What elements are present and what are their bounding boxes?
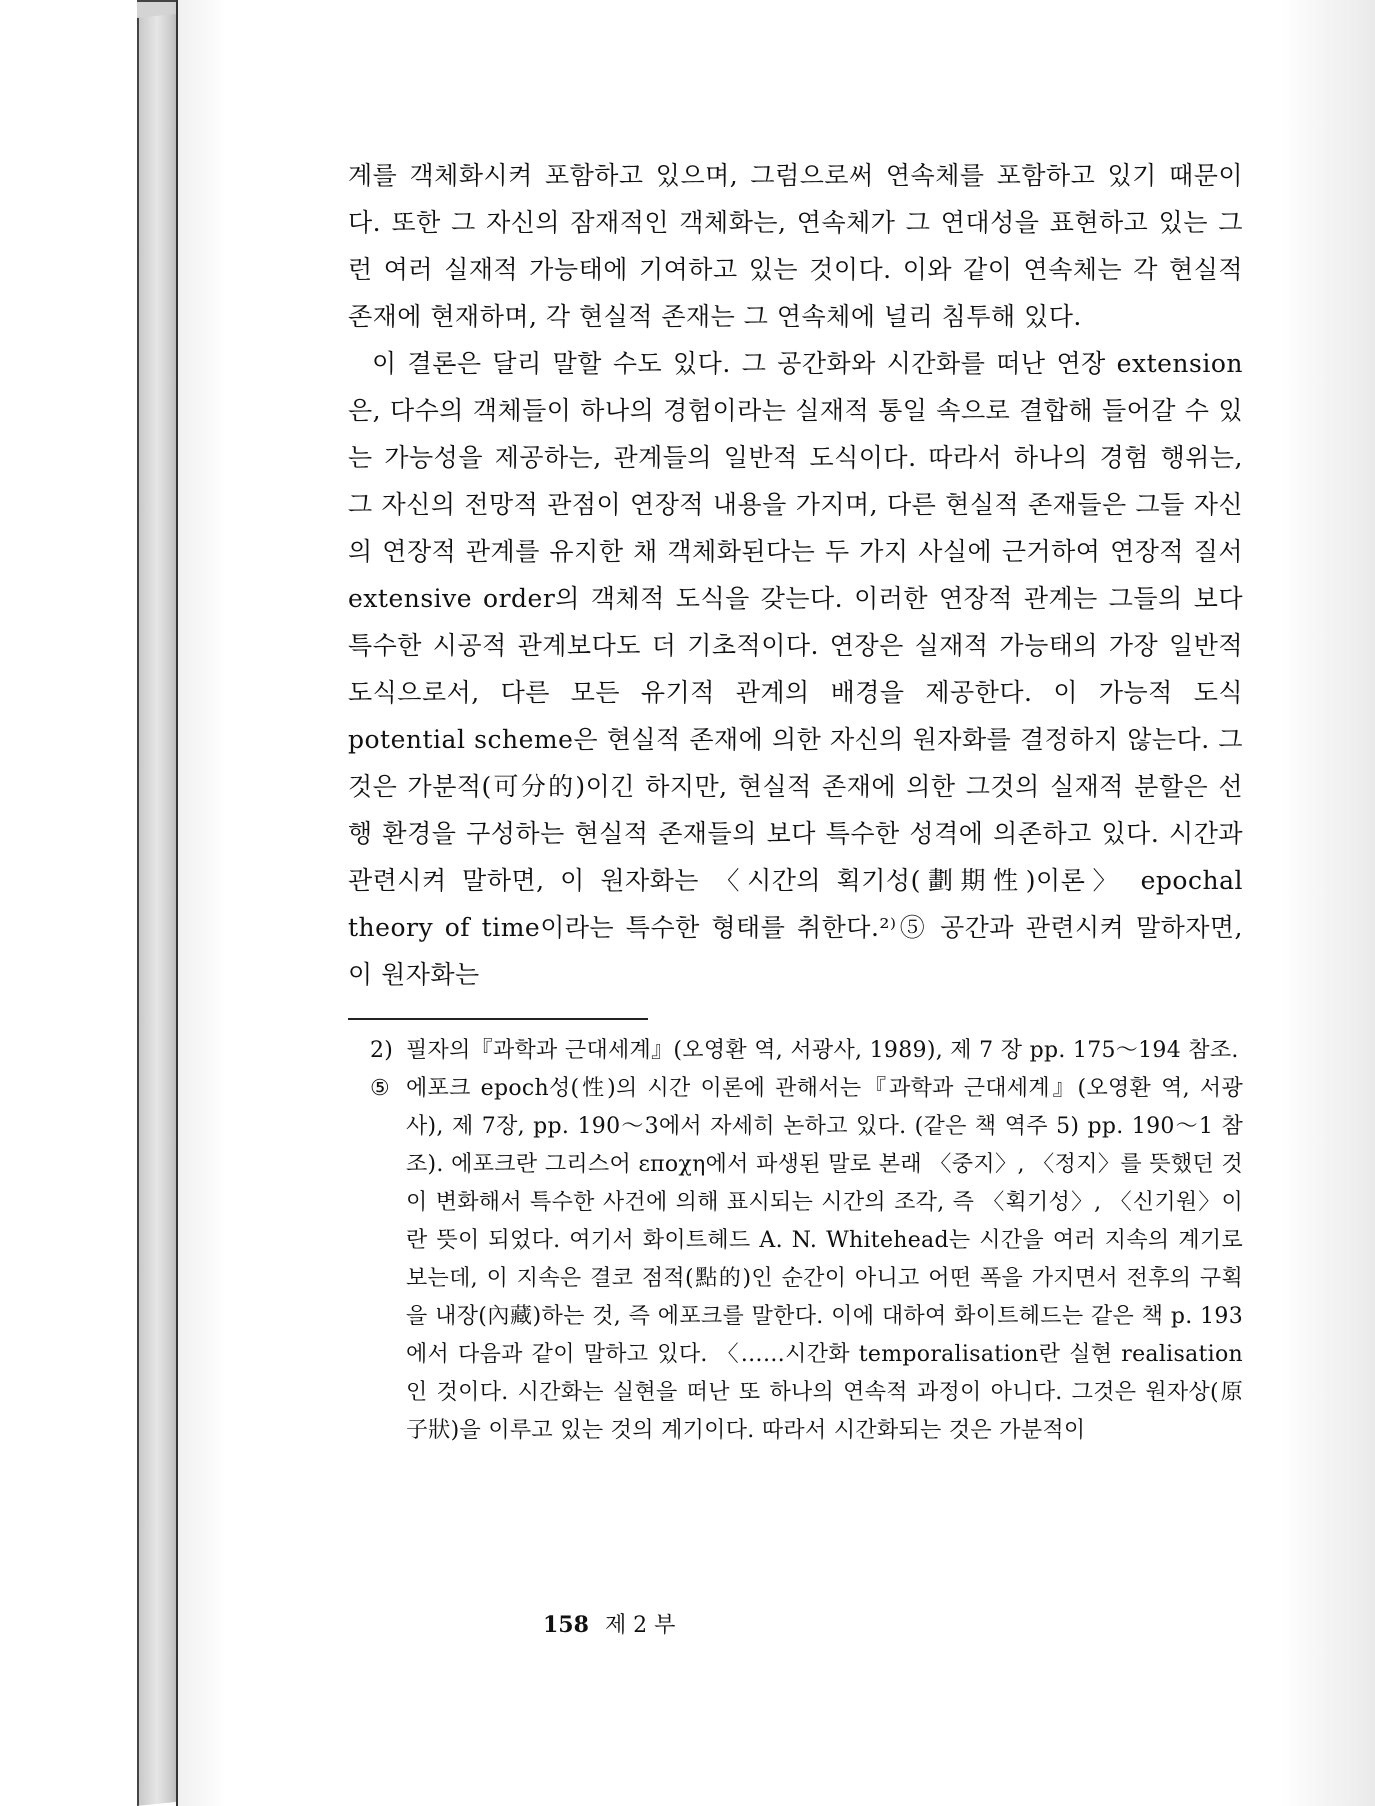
footnote-text: 필자의『과학과 근대세계』(오영환 역, 서광사, 1989), 제 7 장 pp. 175～194 참조. (406, 1038, 1239, 1063)
book-spine (137, 14, 179, 1806)
page-content (348, 152, 1243, 1450)
page-footer (543, 1608, 675, 1639)
book-page (176, 0, 1375, 1806)
body-paragraph: 계를 객체화시켜 포함하고 있으며, 그럼으로써 연속체를 포함하고 있기 때문이다. 또한 그 자신의 잠재적인 객체화는, 연속체가 그 연대성을 표현하고 있는 그런 여러 실재적 가능태에 기여하고 있는 것이다. 이와 같이 연속체는 각 현실적 존재에 현재하며, 각 현실적 존재는 그 연속체에 널리 침투해 있다. (348, 161, 1243, 331)
footnote (348, 1032, 1243, 1070)
footnote-text: 에포크 epoch성(性)의 시간 이론에 관해서는『과학과 근대세계』(오영환 역, 서광사), 제 7장, pp. 190～3에서 자세히 논하고 있다. (같은 책 역주 5) pp. 190～1 참조). 에포크란 그리스어 εποχη에서 파생된 말로 본래 〈중지〉, 〈정지〉를 뜻했던 것이 변화해서 특수한 사건에 의해 표시되는 시간의 조각, 즉 〈획기성〉, 〈신기원〉이란 뜻이 되었다. 여기서 화이트헤드 A. N. Whitehead는 시간을 여러 지속의 계기로 보는데, 이 지속은 결코 점적(點的)인 순간이 아니고 어떤 폭을 가지면서 전후의 구획을 내장(內藏)하는 것, 즉 에포크를 말한다. 이에 대하여 화이트헤드는 같은 책 p. 193에서 다음과 같이 말하고 있다. 〈……시간화 temporalisation란 실현 realisation인 것이다. 시간화는 실현을 떠난 또 하나의 연속적 과정이 아니다. 그것은 원자상(原子狀)을 이루고 있는 것의 계기이다. 따라서 시간화되는 것은 가분적이 (406, 1076, 1243, 1443)
footnote-mark: ⑤ (370, 1076, 391, 1101)
footnote-mark: 2) (370, 1038, 394, 1063)
section-label: 제 2 부 (604, 1613, 676, 1638)
body-paragraph: 이 결론은 달리 말할 수도 있다. 그 공간화와 시간화를 떠난 연장 extension은, 다수의 객체들이 하나의 경험이라는 실재적 통일 속으로 결합해 들어갈 수 있는 가능성을 제공하는, 관계들의 일반적 도식이다. 따라서 하나의 경험 행위는, 그 자신의 전망적 관점이 연장적 내용을 가지며, 다른 현실적 존재들은 그들 자신의 연장적 관계를 유지한 채 객체화된다는 두 가지 사실에 근거하여 연장적 질서 extensive order의 객체적 도식을 갖는다. 이러한 연장적 관계는 그들의 보다 특수한 시공적 관계보다도 더 기초적이다. 연장은 실재적 가능태의 가장 일반적 도식으로서, 다른 모든 유기적 관계의 배경을 제공한다. 이 가능적 도식 potential scheme은 현실적 존재에 의한 자신의 원자화를 결정하지 않는다. 그것은 가분적(可分的)이긴 하지만, 현실적 존재에 의한 그것의 실재적 분할은 선행 환경을 구성하는 현실적 존재들의 보다 특수한 성격에 의존하고 있다. 시간과 관련시켜 말하면, 이 원자화는 〈시간의 획기성(劃期性)이론〉 epochal theory of time이라는 특수한 형태를 취한다.²⁾⑤ 공간과 관련시켜 말하자면, 이 원자화는 (348, 349, 1243, 989)
footnote (348, 1070, 1243, 1450)
page-number: 158 (543, 1612, 589, 1638)
footnote-divider (348, 1018, 648, 1020)
